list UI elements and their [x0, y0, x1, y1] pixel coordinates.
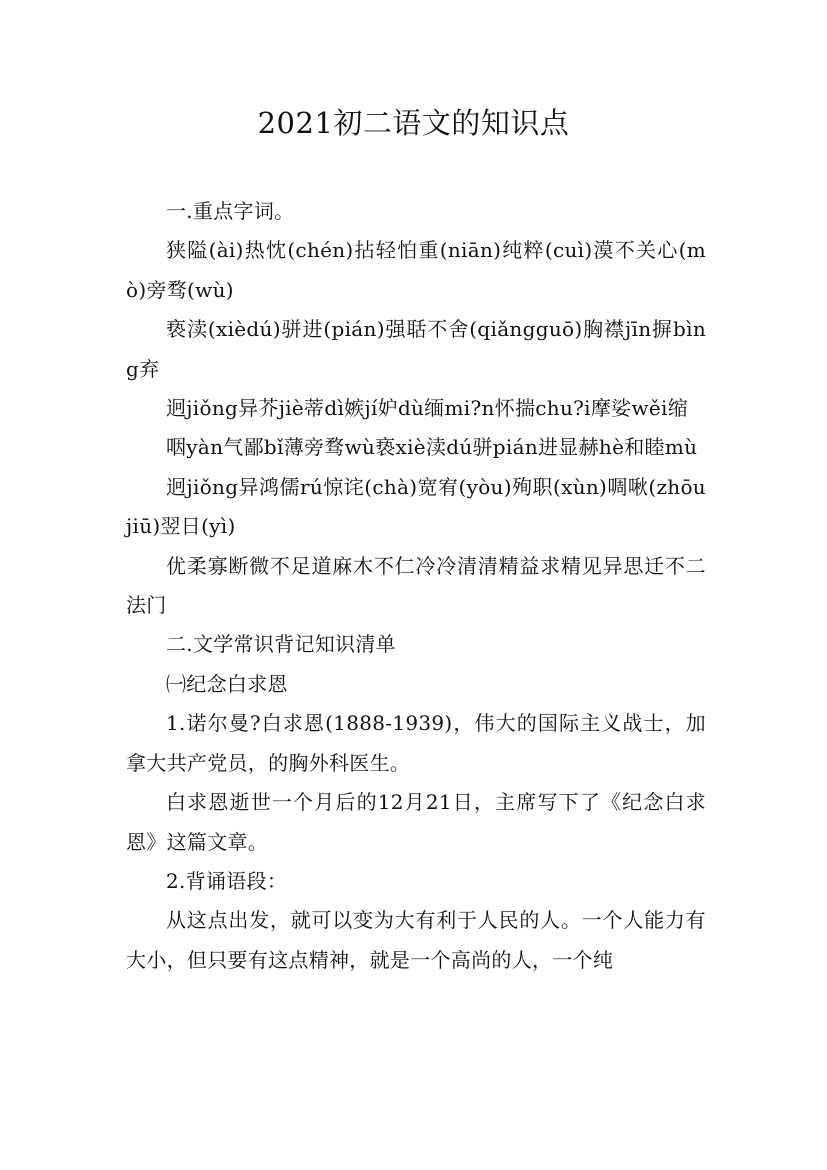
- paragraph-vocab-2: 亵渎(xièdú)骈进(pián)强聒不舍(qiǎngguō)胸襟jīn摒bìng弃: [126, 317, 706, 381]
- paragraph-vocab-1: 狭隘(ài)热忱(chén)拈轻怕重(niān)纯粹(cuì)漠不关心(mò)旁骛(wù): [126, 238, 706, 302]
- document-title: 2021初二语文的知识点: [257, 106, 570, 140]
- paragraph-bethune-bio: 1.诺尔曼?白求恩(1888-1939)，伟大的国际主义战士，加拿大共产党员，的胸外科医生。: [126, 711, 706, 775]
- subsection-heading-bethune: ㈠纪念白求恩: [166, 671, 288, 696]
- paragraph-vocab-4: 咽yàn气鄙bǐ薄旁骛wù亵xiè渎dú骈pián进显赫hè和睦mù: [166, 435, 698, 460]
- paragraph-vocab-3: 迥jiǒng异芥jiè蒂dì嫉jí妒dù缅mi?n怀揣chu?i摩娑wěi缩: [166, 396, 689, 421]
- paragraph-recite-text: 从这点出发，就可以变为大有利于人民的人。一个人能力有大小，但只要有这点精神，就是一个高尚的人，一个纯: [126, 908, 706, 972]
- paragraph-idioms: 优柔寡断微不足道麻木不仁冷冷清清精益求精见异思迁不二法门: [126, 553, 706, 618]
- section-heading-literature: 二.文学常识背记知识清单: [166, 632, 396, 657]
- paragraph-vocab-5: 迥jiǒng异鸿儒rú惊诧(chà)宽宥(yòu)殉职(xùn)啁啾(zhōujiū)翌日(yì): [126, 474, 706, 539]
- paragraph-bethune-article: 白求恩逝世一个月后的12月21日，主席写下了《纪念白求恩》这篇文章。: [126, 790, 706, 854]
- section-heading-key-words: 一.重点字词。: [166, 199, 295, 223]
- document-body: [126, 192, 706, 980]
- paragraph-recite-heading: 2.背诵语段：: [166, 868, 288, 893]
